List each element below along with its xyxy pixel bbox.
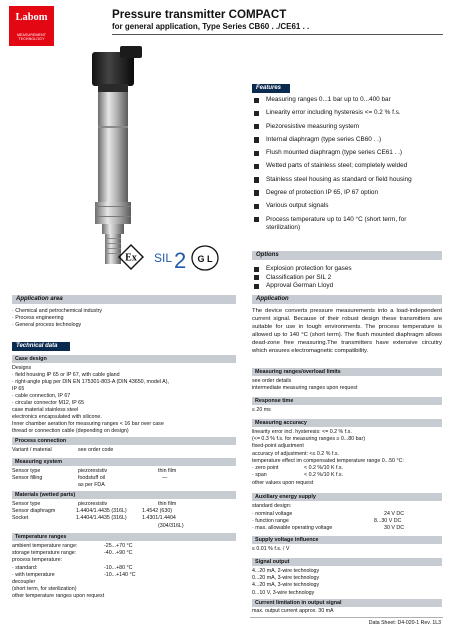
- temperature-heading: Temperature ranges: [12, 533, 236, 541]
- case-design-text: Designs · field housing IP 65 or IP 67, with cable gland · right-angle plug per DIN EN 175301-803-A (DIN 43650, model A), IP 65 · cable connection, IP 67 · circular connector M12, IP 65 case material stainless steel electronics encapsulated with silicone. Inner chamber aeration for measuring ranges < 16 bar over case thread or connection cable (depending on design): [12, 365, 169, 435]
- measuring-system-table: [12, 468, 236, 490]
- options-list: [252, 265, 442, 291]
- signal-output-heading: Signal output: [252, 558, 442, 566]
- case-design-heading: Case design: [12, 355, 236, 363]
- signal-output-text: 4...20 mA, 2-wire technology 0...20 mA, 3-wire technology 4...20 mA, 3-wire technology 0...10 V, 3-wire technology: [252, 568, 320, 596]
- bullet-square-icon: [254, 98, 259, 103]
- application-area-list: [12, 308, 236, 330]
- bullet-square-icon: [254, 284, 259, 289]
- current-limitation-text: max. output current approx. 30 mA: [252, 608, 334, 614]
- application-heading: Application: [252, 295, 442, 304]
- technical-data-heading: Technical data: [12, 342, 70, 351]
- bullet-square-icon: [254, 217, 259, 222]
- page-title: Pressure transmitter COMPACT: [112, 8, 287, 21]
- table-row: storage temperature range: -40...+90 °C: [12, 550, 133, 557]
- table-row: · standard: -10...+80 °C: [12, 564, 133, 571]
- bullet-square-icon: [254, 177, 259, 182]
- sil-number: 2: [174, 248, 187, 272]
- bullet-square-icon: [254, 267, 259, 272]
- table-row: · nominal voltage 24 V DC: [252, 511, 405, 517]
- logo-name: Labom: [15, 12, 48, 23]
- table-row: Sensor filling foodstuff oil —: [12, 475, 168, 482]
- response-time-heading: Response time: [252, 397, 442, 405]
- bullet-square-icon: [254, 137, 259, 142]
- materials-heading: Materials (wetted parts): [12, 491, 236, 499]
- response-time-text: ≤ 20 ms: [252, 407, 271, 413]
- bullet-square-icon: [254, 111, 259, 116]
- ex-label: Ex: [125, 252, 137, 264]
- table-row: · max. allowable operating voltage 30 V DC: [252, 525, 405, 532]
- auxiliary-table: [252, 511, 442, 533]
- gl-icon: [190, 244, 220, 272]
- feature-item: Piezoresistive measuring system: [252, 123, 442, 132]
- logo-tagline: MEASUREMENT TECHNOLOGY: [16, 33, 47, 41]
- materials-table: [12, 501, 236, 530]
- option-item: Classification per SIL 2: [252, 274, 442, 283]
- feature-item: Measuring ranges 0...1 bar up to 0...400 bar: [252, 96, 442, 105]
- table-row: as per FDA: [78, 482, 105, 489]
- bullet-square-icon: [254, 204, 259, 209]
- data-sheet-footer: Data Sheet: D4-020-1 Rev. 1L3: [368, 620, 441, 626]
- header-divider: [112, 34, 443, 35]
- bullet-square-icon: [254, 164, 259, 169]
- feature-item: Various output signals: [252, 202, 442, 211]
- process-connection-heading: Process connection: [12, 437, 236, 445]
- table-row: Sensor diaphragm 1.4404/1.4435 (316L) 1.4542 (630): [12, 508, 173, 515]
- accuracy-footer-text: other values upon request: [252, 480, 314, 486]
- table-row: other temperature ranges upon request: [12, 593, 105, 600]
- table-row: ambient temperature range: -25...+70 °C: [12, 543, 133, 549]
- feature-item: Degree of protection IP 65, IP 67 option: [252, 189, 442, 198]
- product-photo: [62, 46, 160, 271]
- bullet-square-icon: [254, 190, 259, 195]
- application-area-heading: Application area: [12, 295, 236, 304]
- table-row: (short term, for sterilization): [12, 586, 77, 593]
- options-heading: Options: [252, 251, 442, 260]
- application-area-item: · Chemical and petrochemical industry: [12, 308, 103, 314]
- current-limitation-heading: Current limitation in output signal: [252, 599, 442, 607]
- ex-icon: [118, 244, 144, 270]
- application-area-item: · Process engineering: [12, 315, 64, 322]
- option-item: Explosion protection for gases: [252, 265, 442, 274]
- table-row: Socket 1.4404/1.4435 (316L) 1.4301/1.4404: [12, 515, 176, 522]
- measuring-accuracy-text: linearity error incl. hysteresis: <= 0.2 % f.s. (<= 0.3 % f.s. for measuring ranges ≥ 0...80 bar) fixed-point adjustment accuracy of adjustment: <≤ 0.2 % f.s. temperature effect im compensated temperature range 0...50 °C:: [252, 429, 404, 464]
- footer-divider: [250, 617, 443, 618]
- table-row: Sensor type piezoresistiv thin film: [12, 468, 177, 474]
- bullet-square-icon: [254, 124, 259, 129]
- auxiliary-energy-heading: Auxiliary energy supply: [252, 493, 442, 501]
- feature-item: Internal diaphragm (type series CB60 . .): [252, 136, 442, 145]
- temperature-table: [12, 543, 236, 601]
- supply-voltage-influence-text: ≤ 0.01 % f.s. / V: [252, 546, 290, 552]
- table-row: · with temperature -10...+140 °C: [12, 571, 136, 578]
- feature-item: Wetted parts of stainless steel; completely welded: [252, 162, 442, 171]
- measuring-ranges-text: see order details intermediate measuring ranges upon request: [252, 378, 358, 392]
- bullet-square-icon: [254, 275, 259, 280]
- table-row: (304/316L): [158, 522, 184, 529]
- feature-item: Linearity error including hysteresis <= 0.2 % f.s.: [252, 109, 442, 118]
- sil-icon: [152, 244, 192, 272]
- table-row: decoupler: [12, 578, 36, 585]
- measuring-accuracy-heading: Measuring accuracy: [252, 419, 442, 427]
- option-item: Approval German Lloyd: [252, 282, 442, 291]
- page-subtitle: for general application, Type Series CB60 . ./CE61 . .: [112, 22, 310, 31]
- sil-prefix: SIL: [154, 251, 173, 265]
- table-row: · span < 0.2 %/10 K f.s.: [252, 472, 344, 479]
- labom-logo: [9, 6, 54, 46]
- feature-item: Process temperature up to 140 °C (short term, for sterilization): [252, 216, 442, 233]
- measuring-system-heading: Measuring system: [12, 458, 236, 466]
- features-heading: Features: [252, 84, 290, 93]
- feature-item: Flush mounted diaphragm (type series CE61 . .): [252, 149, 442, 158]
- measuring-ranges-heading: Measuring ranges/overload limits: [252, 368, 442, 376]
- process-connection-row: Variant / material see order code: [12, 447, 114, 453]
- application-area-item: · General process technology: [12, 322, 82, 329]
- table-row: · zero point < 0.2 %/10 K f.s.: [252, 465, 344, 471]
- supply-voltage-influence-heading: Supply voltage influence: [252, 536, 442, 544]
- table-row: · function range 8...30 V DC: [252, 518, 402, 525]
- auxiliary-intro: standard design:: [252, 503, 292, 509]
- gl-label: G L: [197, 254, 213, 264]
- feature-item: Stainless steel housing as standard or field housing: [252, 176, 442, 185]
- temperature-effect-table: [252, 465, 442, 479]
- table-row: Sensor type piezoresistiv thin film: [12, 501, 177, 507]
- features-list: [252, 96, 442, 237]
- bullet-square-icon: [254, 151, 259, 156]
- application-text: The device converts pressure measurements into a load-independent current signal. Because of their robust design these transmitters are suitable for use in tough environments. The process temperature is allowed up to 140 °C (short term). The flush mounted diaphragm allows dead-zone free measuring.The transmitters have extensive circuitry which ensures electromagnetic compatibility.: [252, 308, 442, 355]
- table-row: process temperature:: [12, 557, 63, 564]
